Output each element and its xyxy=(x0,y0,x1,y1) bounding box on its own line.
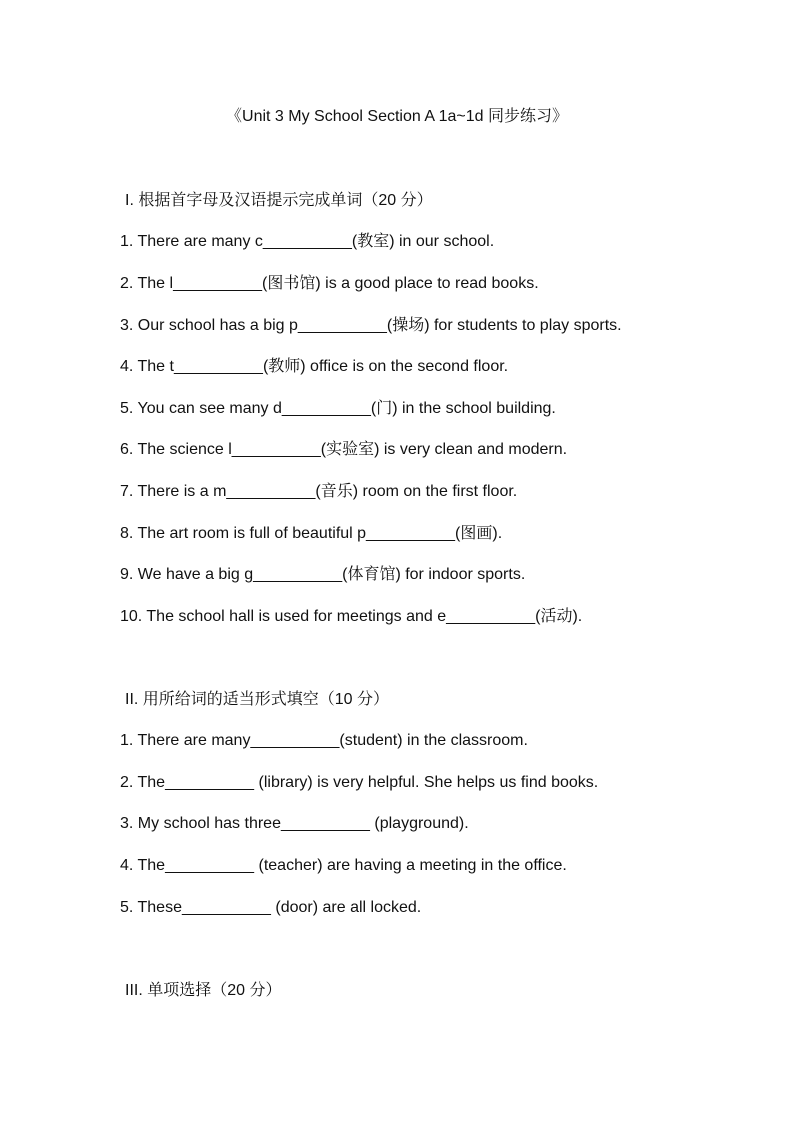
section-2-question-4: 4. The__________ (teacher) are having a meeting in the office. xyxy=(120,857,567,874)
section-1-question-2: 2. The l__________(图书馆) is a good place to read books. xyxy=(120,275,539,292)
section-1-question-10: 10. The school hall is used for meetings and e__________(活动). xyxy=(120,608,583,625)
section-1-question-6: 6. The science l__________(实验室) is very clean and modern. xyxy=(120,441,568,458)
section-1-question-4: 4. The t__________(教师) office is on the second floor. xyxy=(120,358,509,375)
worksheet-title: 《Unit 3 My School Section A 1a~1d 同步练习》 xyxy=(226,108,568,125)
section-2-question-3: 3. My school has three__________ (playground). xyxy=(120,815,469,832)
section-2-question-1: 1. There are many__________(student) in the classroom. xyxy=(120,732,528,749)
section-1-question-9: 9. We have a big g__________(体育馆) for indoor sports. xyxy=(120,566,526,583)
section-1-question-7: 7. There is a m__________(音乐) room on the first floor. xyxy=(120,483,518,500)
section-1-heading: I. 根据首字母及汉语提示完成单词（20 分） xyxy=(125,192,433,209)
section-1-question-1: 1. There are many c__________(教室) in our school. xyxy=(120,233,495,250)
section-2-question-2: 2. The__________ (library) is very helpful. She helps us find books. xyxy=(120,774,599,791)
section-2-question-5: 5. These__________ (door) are all locked. xyxy=(120,899,422,916)
section-1-question-3: 3. Our school has a big p__________(操场) for students to play sports. xyxy=(120,317,622,334)
section-1-question-5: 5. You can see many d__________(门) in the school building. xyxy=(120,400,556,417)
section-3-heading: III. 单项选择（20 分） xyxy=(125,982,282,999)
section-1-question-8: 8. The art room is full of beautiful p__________(图画). xyxy=(120,525,503,542)
section-2-heading: II. 用所给词的适当形式填空（10 分） xyxy=(125,691,390,708)
